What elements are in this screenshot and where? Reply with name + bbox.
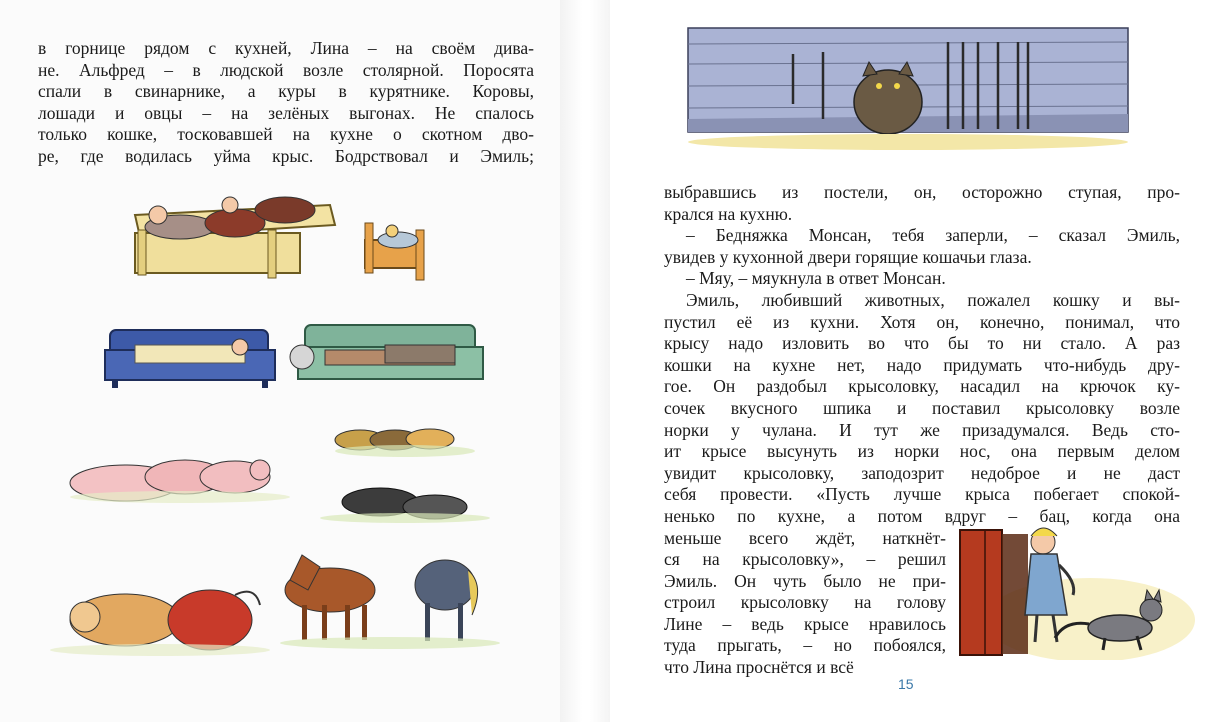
cat-behind-bars-illustration [683, 24, 1133, 154]
book-gutter [560, 0, 610, 722]
text-line: ся на крысоловку», – решил [664, 549, 946, 570]
text-line: спали в свинарнике, а куры в курятнике. Коровы, [38, 81, 534, 102]
cat-icon [854, 62, 922, 134]
text-line: ре, где водилась уйма крыс. Бодрствовал и Эмиль; [38, 145, 534, 166]
text-line: себя провести. «Пусть лучше крыса побегает спокой- [664, 484, 1180, 505]
cows-icon [50, 590, 270, 656]
text-line: кошки на кухне нет, надо придумать что-нибудь дру- [664, 354, 1180, 375]
text-line: увидев у кухонной двери горящие кошачьи глаза. [664, 246, 1032, 267]
left-page-text [38, 38, 534, 168]
text-line: туда прыгать, – но побоялся, [664, 635, 946, 656]
text-line: ненько по кухне, а потом вдруг – бац, когда она [664, 505, 1180, 526]
text-line: Эмиль. Он чуть было не при- [664, 570, 946, 591]
text-line: – Мяу, – мяукнула в ответ Монсан. [686, 268, 946, 289]
pigs-icon [70, 460, 290, 503]
text-line: Эмиль, любивший животных, пожалел кошку и вы- [686, 289, 1180, 310]
text-line: норки у чулана. И тут же призадумался. Ведь сто- [664, 419, 1180, 440]
sofa-green-icon [290, 325, 483, 379]
text-line: ит крысе высунуть из норки нос, она первым делом [664, 441, 1180, 462]
text-line: пустил её из кухни. Хотя он, конечно, понимал, что [664, 311, 1180, 332]
text-line: что Лина проснётся и всё [664, 657, 854, 678]
sofa-blue-icon [105, 330, 275, 388]
text-line: крысу надо изловить во что бы то ни стало. А раз [664, 333, 1180, 354]
wrapped-text-column [664, 528, 946, 679]
text-line: в горнице рядом с кухней, Лина – на своём дива- [38, 38, 534, 58]
sleeping-farm-illustration [40, 185, 540, 685]
horses-icon [280, 555, 500, 649]
text-line: крался на кухню. [664, 203, 793, 224]
text-line: только кошке, тосковавшей на кухне о скотном дво- [38, 124, 534, 145]
left-page [0, 0, 560, 722]
text-line: лошади и овцы – на зелёных выгонах. Не спалось [38, 102, 534, 123]
text-line: не. Альфред – в людской возле столярной. Поросята [38, 59, 534, 80]
bed-parents-icon [135, 197, 335, 278]
door-icon [960, 530, 1028, 655]
text-line: сочек вкусного шпика и поставил крысоловку возле [664, 397, 1180, 418]
text-line: – Бедняжка Монсан, тебя заперли, – сказал Эмиль, [686, 225, 1180, 246]
text-line: строил крысоловку на голову [664, 592, 946, 613]
emil-and-cat-illustration [955, 520, 1195, 660]
bed-child-icon [365, 223, 424, 280]
text-line: гое. Он раздобыл крысоловку, насадил на крючок ку- [664, 376, 1180, 397]
sheep-icon [320, 488, 490, 523]
text-line: Лине – ведь крысе нравилось [664, 613, 946, 634]
hens-icon [335, 429, 475, 457]
page-number: 15 [898, 676, 914, 692]
text-line: выбравшись из постели, он, осторожно ступая, про- [664, 182, 1180, 202]
text-line: увидит крысоловку, заподозрит недоброе и не даст [664, 462, 1180, 483]
text-line: меньше всего ждёт, наткнёт- [664, 527, 946, 548]
